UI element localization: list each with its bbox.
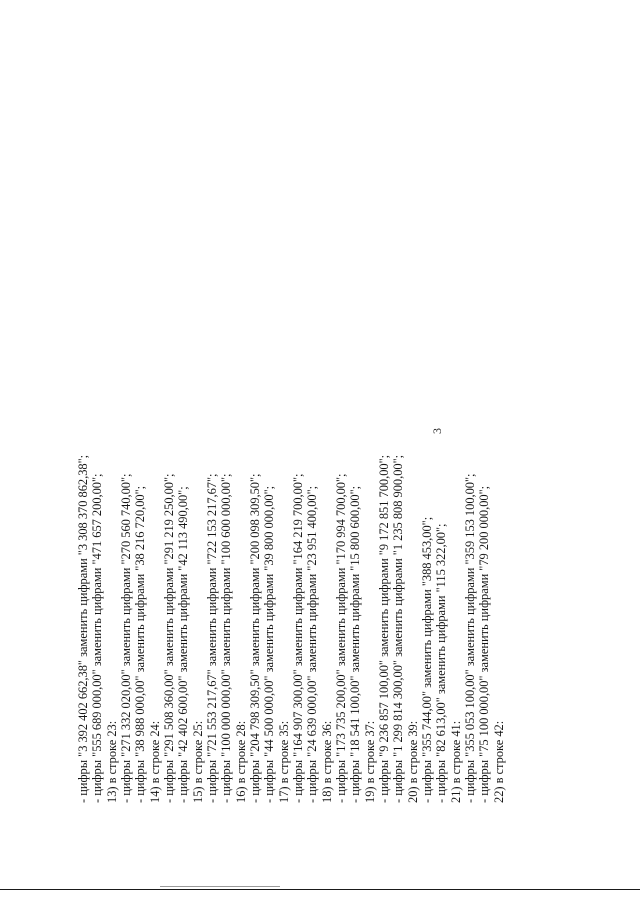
document-text-block [76, 383, 506, 803]
text-line: 13) в строке 23: [104, 720, 119, 803]
page-bottom-rule [0, 889, 640, 890]
text-line: - цифры "555 689 000,00" заменить цифрами "471 657 200,00"; [90, 473, 105, 803]
text-line: - цифры "721 553 217,67" заменить цифрами "722 153 217,67"; [204, 473, 219, 803]
scan-edge-shadow [160, 886, 280, 887]
text-line: - цифры "44 500 000,00" заменить цифрами "39 800 000,00"; [262, 485, 277, 803]
text-line: - цифры "38 988 000,00" заменить цифрами "38 216 720,00"; [133, 485, 148, 803]
text-line: 21) в строке 41: [448, 720, 463, 803]
text-line: - цифры "1 299 814 300,00" заменить цифрами "1 235 808 900,00"; [391, 454, 406, 803]
page-number: 3 [430, 428, 444, 434]
text-line: 19) в строке 37: [362, 720, 377, 803]
text-line: - цифры "75 100 000,00" заменить цифрами "79 200 000,00"; [477, 485, 492, 803]
text-line: 20) в строке 39: [405, 720, 420, 803]
text-line: - цифры "18 541 100,00" заменить цифрами "15 800 600,00"; [348, 485, 363, 803]
text-line: - цифры "82 613,00" заменить цифрами "115 322,00"; [434, 523, 449, 803]
text-line: - цифры "3 392 402 662,38" заменить цифрами "3 308 370 862,38"; [76, 454, 90, 803]
text-line: 17) в строке 35: [276, 720, 291, 803]
text-line: - цифры "355 744,00" заменить цифрами "388 453,00"; [419, 516, 434, 803]
text-line: - цифры "24 639 000,00" заменить цифрами "23 951 400,00"; [305, 485, 320, 803]
text-line: - цифры "100 000 000,00" заменить цифрами "100 600 000,00"; [219, 473, 234, 803]
text-line: 16) в строке 28: [233, 720, 248, 803]
text-line: - цифры "204 798 309,50" заменить цифрами "200 098 309,50"; [247, 473, 262, 803]
text-line: 22) в строке 42: [491, 720, 506, 803]
text-line: - цифры "291 508 360,00" заменить цифрами "291 219 250,00"; [161, 473, 176, 803]
text-line: - цифры "164 907 300,00" заменить цифрами "164 219 700,00"; [290, 473, 305, 803]
text-line: - цифры "9 236 857 100,00" заменить цифрами "9 172 851 700,00"; [376, 454, 391, 803]
text-line: 15) в строке 25: [190, 720, 205, 803]
text-line: - цифры "173 735 200,00" заменить цифрами "170 994 700,00"; [333, 473, 348, 803]
text-line: - цифры "355 053 100,00" заменить цифрами "359 153 100,00"; [462, 473, 477, 803]
text-line: - цифры "42 402 600,00" заменить цифрами "42 113 490,00"; [176, 486, 191, 803]
text-line: 18) в строке 36: [319, 720, 334, 803]
text-line: 14) в строке 24: [147, 720, 162, 803]
text-line: - цифры "271 332 020,00" заменить цифрами "270 560 740,00"; [118, 473, 133, 803]
